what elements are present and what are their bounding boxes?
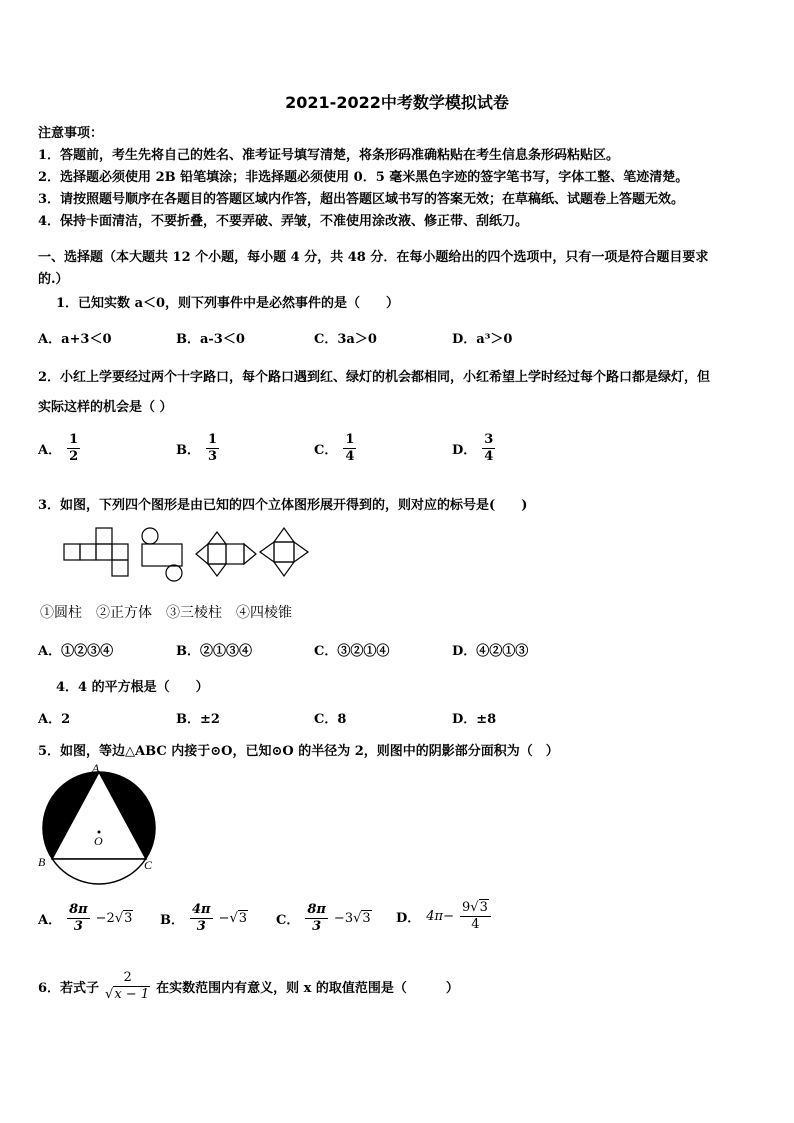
question-6-stem [38, 970, 459, 1003]
notice-item: 4．保持卡面清洁，不要折叠，不要弄破、弄皱，不准使用涂改液、修正带、刮纸刀。 [38, 214, 529, 229]
vertex-a-label: A [92, 761, 100, 775]
numerator: 8π [307, 902, 326, 917]
question-2-stem: 2．小红上学要经过两个十字路口，每个路口遇到红、绿灯的机会都相同，小红希望上学时经过每个路口都是绿灯，但 [38, 370, 711, 385]
q3-option-b: B．②①③④ [176, 644, 252, 659]
question-3-stem: 3．如图，下列四个图形是由已知的四个立体图形展开得到的，则对应的标号是( ) [38, 498, 528, 513]
term: −2 [95, 911, 115, 926]
numerator: 8π [69, 902, 88, 917]
q2-option-c [314, 432, 356, 465]
option-label: A． [38, 443, 62, 458]
q3-option-c: C．③②①④ [314, 644, 390, 659]
q3-option-d: D．④②①③ [452, 644, 529, 659]
question-2-stem-cont: 实际这样的机会是（ ） [38, 400, 173, 415]
center-o-label: O [94, 834, 103, 848]
radicand: 3 [238, 911, 248, 926]
numerator: 2 [123, 970, 132, 985]
option-label: B． [176, 443, 200, 458]
notice-item: 1．答题前，考生先将自己的姓名、准考证号填写清楚，将条形码准确粘贴在考生信息条形码粘贴区。 [38, 148, 620, 163]
option-label: A． [38, 913, 62, 928]
prism-net-figure [196, 532, 256, 576]
denominator: 3 [208, 449, 218, 464]
q3-option-a: A．①②③④ [38, 644, 114, 659]
numerator: 1 [208, 432, 218, 447]
q1-option-c: C．3a＞0 [314, 332, 377, 347]
notice-item: 2．选择题必须使用 2B 铅笔填涂；非选择题必须使用 0．5 毫米黑色字迹的签字笔书写，字体工整、笔迹清楚。 [38, 170, 689, 185]
q5-option-c: C． $\frac{8\pi}{3}$ −3√3 [276, 902, 371, 934]
q2-option-b [176, 432, 219, 465]
option-label: C． [276, 913, 300, 928]
vertex-b-label: B [38, 855, 46, 869]
fraction: $\frac{2}{√x - 1}$ [105, 970, 150, 1002]
inscribed-triangle-figure [34, 760, 164, 888]
q5-option-a: A． $\frac{8\pi}{3}$ −2√3 [38, 902, 133, 934]
fraction [343, 432, 356, 465]
option-label: D． [452, 443, 477, 458]
solids-list: ①圆柱 ②正方体 ③三棱柱 ④四棱锥 [40, 605, 292, 621]
q1-option-a: A．a+3＜0 [38, 332, 112, 347]
denominator: 3 [196, 919, 206, 934]
option-label: B． [160, 913, 184, 928]
option-label: D． [396, 911, 421, 926]
q1-option-b: B．a-3＜0 [176, 332, 245, 347]
term: 4π− [426, 909, 454, 924]
section-heading: 一、选择题（本大题共 12 个小题，每小题 4 分，共 48 分．在每小题给出的四个选项中，只有一项是符合题目要求 [38, 250, 709, 265]
stem-prefix: 6．若式子 [38, 981, 100, 996]
q5-option-b: B． $\frac{4\pi}{3}$ −√3 [160, 902, 248, 934]
denominator: 4 [484, 449, 494, 464]
page-title: 2021-2022中考数学模拟试卷 [285, 93, 509, 112]
numerator: 3 [484, 432, 494, 447]
notice-heading: 注意事项： [38, 126, 104, 141]
option-label: C． [314, 443, 338, 458]
numerator: 1 [69, 432, 79, 447]
coefficient: 9 [462, 900, 471, 915]
pyramid-net-figure [260, 528, 308, 576]
q5-option-d [396, 900, 491, 933]
q1-option-d: D．a³＞0 [452, 332, 513, 347]
q2-option-a [38, 432, 80, 465]
vertex-c-label: C [144, 858, 153, 872]
q4-option-a: A．2 [38, 712, 71, 727]
q2-option-d [452, 432, 495, 465]
fraction [67, 432, 80, 465]
question-5-stem: 5．如图，等边△ABC 内接于⊙O，已知⊙O 的半径为 2，则图中的阴影部分面积为（ ） [38, 744, 559, 759]
cube-net-figure [64, 528, 128, 576]
denominator: 2 [69, 449, 79, 464]
fraction [305, 902, 328, 935]
notice-item: 3．请按照题号顺序在各题目的答题区域内作答，超出答题区域书写的答案无效；在草稿纸、试题卷上答题无效。 [38, 192, 685, 207]
net-figures [60, 526, 310, 582]
term: − [218, 911, 230, 926]
fraction [482, 432, 495, 465]
radicand: x − 1 [114, 987, 150, 1002]
q4-option-b: B．±2 [176, 712, 220, 727]
radicand: 3 [479, 900, 488, 915]
denominator: 3 [312, 919, 322, 934]
cylinder-net-figure [142, 528, 182, 581]
q4-option-c: C．8 [314, 712, 347, 727]
denominator: 3 [73, 919, 83, 934]
denominator: 4 [345, 449, 355, 464]
question-4-stem: 4．4 的平方根是（ ） [56, 680, 209, 695]
question-1-stem: 1．已知实数 a＜0，则下列事件中是必然事件的是（ ） [56, 296, 400, 311]
fraction [206, 432, 219, 465]
numerator: 4π [192, 902, 211, 917]
stem-suffix: 在实数范围内有意义，则 x 的取值范围是（ ） [156, 981, 459, 996]
radicand: 3 [362, 911, 371, 926]
numerator: 1 [345, 432, 355, 447]
radicand: 3 [124, 911, 133, 926]
section-heading-cont: 的.） [38, 272, 69, 287]
term: −3 [333, 911, 354, 926]
fraction [190, 902, 213, 935]
fraction: $\frac{9√3}{4}$ [460, 900, 491, 933]
denominator: 4 [471, 917, 480, 932]
fraction [67, 902, 90, 935]
q4-option-d: D．±8 [452, 712, 497, 727]
